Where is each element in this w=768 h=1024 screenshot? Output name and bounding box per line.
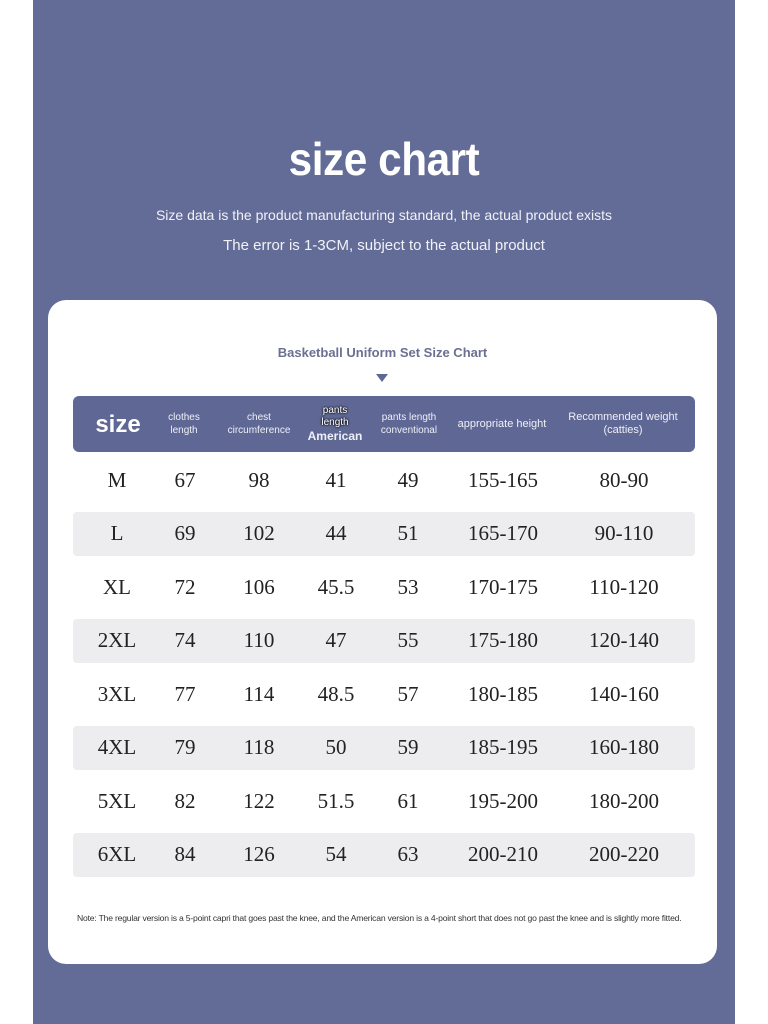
cell-pants-american: 47 [325,628,347,652]
cell-height: 170-175 [468,574,538,599]
footnote: Note: The regular version is a 5-point capri that goes past the knee, and the American version is a 4-point short that does not go past the knee and is slightly more fitted. [77,913,682,923]
cell-clothes-length: 72 [174,574,196,599]
header-pants-american-bottom: American [307,428,363,443]
cell-chest: 114 [243,681,275,706]
cell-height: 185-195 [468,735,538,759]
cell-size: 6XL [97,842,137,866]
header-pants-american [304,396,366,452]
header-clothes-length: clothes length [168,412,200,436]
cell-weight: 200-220 [589,842,659,866]
cell-clothes-length: 74 [174,628,196,652]
down-arrow-icon [376,374,388,382]
cell-chest: 102 [243,521,275,545]
cell-size: 2XL [97,628,137,652]
cell-pants-conventional: 63 [397,842,419,866]
table-header [73,396,695,452]
cell-size: XL [103,574,131,599]
subtitle-standard: Size data is the product manufacturing standard, the actual product exists [155,207,613,223]
cell-clothes-length: 69 [174,521,196,545]
header-pants-conventional: pants length conventional [380,412,438,436]
cell-weight: 160-180 [589,735,659,759]
cell-pants-american: 50 [325,735,347,759]
cell-height: 155-165 [468,467,538,492]
cell-height: 165-170 [468,521,538,545]
cell-size: M [107,467,127,492]
cell-size: L [110,521,124,545]
table-row [73,512,695,556]
cell-pants-american: 48.5 [317,681,355,706]
cell-pants-conventional: 51 [397,521,419,545]
cell-height: 200-210 [468,842,538,866]
cell-clothes-length: 67 [174,467,196,492]
header-height: appropriate height [457,417,547,430]
cell-pants-american: 41 [325,467,347,492]
cell-pants-conventional: 55 [397,628,419,652]
cell-size: 3XL [97,681,137,706]
cell-pants-conventional: 57 [397,681,419,706]
subtitle-error: The error is 1-3CM, subject to the actual product [223,237,545,254]
header-weight: Recommended weight (catties) [568,411,678,436]
header-size: size [95,410,141,438]
cell-pants-conventional: 59 [397,735,419,759]
cell-height: 175-180 [468,628,538,652]
cell-pants-american: 45.5 [317,574,355,599]
cell-weight: 90-110 [594,521,654,545]
table-row [73,565,695,609]
cell-weight: 110-120 [589,574,659,599]
cell-chest: 126 [243,842,275,866]
cell-height: 180-185 [468,681,538,706]
cell-pants-conventional: 53 [397,574,419,599]
cell-size: 5XL [97,788,137,813]
table-row [73,672,695,716]
cell-chest: 106 [243,574,275,599]
cell-clothes-length: 77 [174,681,196,706]
cell-weight: 140-160 [589,681,659,706]
header-pants-american-top: pants length [321,404,349,428]
cell-size: 4XL [97,735,137,759]
page-title: size chart [288,133,480,185]
table-row [73,619,695,663]
size-chart-card [48,300,717,964]
cell-pants-american: 51.5 [317,788,355,813]
table-row [73,458,695,502]
cell-chest: 122 [243,788,275,813]
cell-pants-conventional: 61 [397,788,419,813]
table-body [73,458,695,886]
cell-chest: 118 [243,735,275,759]
cell-weight: 180-200 [589,788,659,813]
cell-clothes-length: 79 [174,735,196,759]
cell-pants-conventional: 49 [397,467,419,492]
cell-clothes-length: 82 [174,788,196,813]
cell-weight: 80-90 [599,467,649,492]
cell-chest: 110 [243,628,275,652]
cell-pants-american: 54 [325,842,347,866]
cell-pants-american: 44 [325,521,347,545]
cell-weight: 120-140 [589,628,659,652]
table-row [73,726,695,770]
cell-chest: 98 [248,467,270,492]
chart-title: Basketball Uniform Set Size Chart [277,345,488,360]
cell-clothes-length: 84 [174,842,196,866]
table-row [73,833,695,877]
header-chest: chest circumference [227,412,291,436]
table-row [73,779,695,823]
cell-height: 195-200 [468,788,538,813]
